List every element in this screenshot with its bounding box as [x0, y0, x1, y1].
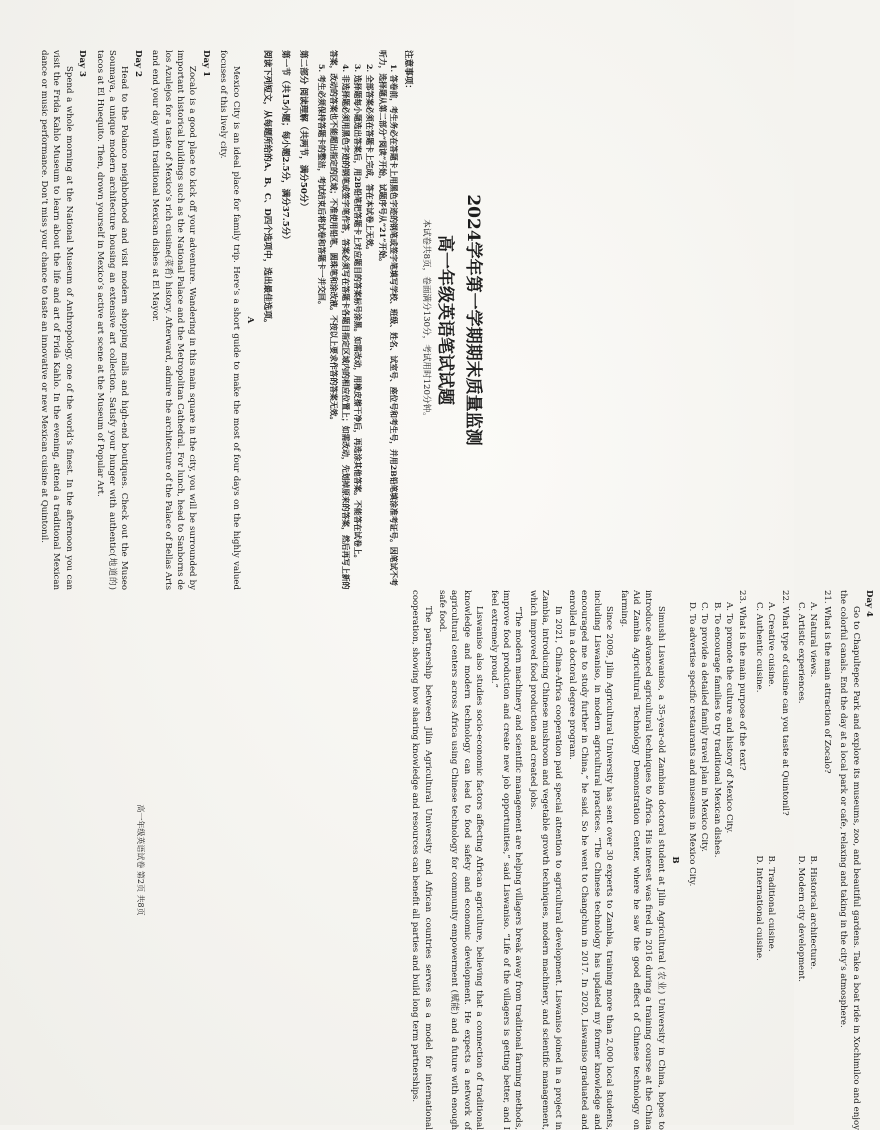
day-paragraph: Head to the Polanco neighborhood and visit modern shopping malls and high-end boutiques. Check out the Museo Soumaya, a unique modern architecture housing an extensive art collection. Satisfy your hunger with authentic(地道的) tacos at El Huequito. Then, drown yourself in Mexico’s active art scene at the Museum of Popular Art. [94, 50, 130, 590]
notice-heading: 注意事项： [402, 50, 413, 93]
question-options [685, 602, 735, 1130]
exam-info-line: 本试卷共8页，卷面满分130分，考试用时120分钟。 [421, 219, 431, 421]
passage-paragraph: “The modern machinery and scientific management are helping villagers break away from traditional farming methods, improve food production and create new job opportunities,” said Liswaniso. “Life of the villagers is getting better, and I feel extremely proud.” [488, 590, 524, 1130]
option: B. Traditional cuisine. [766, 855, 777, 952]
day-label: Day 2 [132, 50, 143, 77]
option: A. Natural views. [808, 602, 819, 678]
passage-paragraph: Liswaniso also studies socio-economic factors affecting African agriculture, believing that a connection of traditional knowledge and modern technology can lead to food safety and economic development. He expects a network of agricultural centers across Africa using Chinese technology for community empowerment (赋能) and a future with enough safe food. [437, 590, 485, 1130]
day-label: Day 3 [77, 50, 88, 77]
exam-title: 2024学年第一学期期末质量监测 [463, 194, 483, 446]
exam-subject-title: 高一年级英语笔试试题 [435, 235, 455, 405]
notice-item: 1. 答卷前，考生务必在答题卡上用黑色字迹的钢笔或签字笔填写学校、班级、姓名、试室号、座位号和考生号，并用2B铅笔填涂准考证号。因笔试不考听力，选择题从第二部分“阅读”开始，试题序号从“21”开始。 [377, 50, 399, 586]
section-heading: 第一节（共15小题；每小题2.5分，满分37.5分） [279, 50, 290, 244]
day-label: Day 1 [200, 50, 211, 77]
passage-paragraph: The partnership between Jilin Agricultural University and African countries serves as a model for international cooperation, showing how sharing knowledge and resources can benefit all parties and build long term partnerships. [410, 590, 433, 1130]
day-paragraph: Go to Chapultepec Park and explore its museums, zoo, and beautiful gardens. Take a boat ride in Xochimilco and enjoy the colorful canals. End the day at a local park or cafe, relaxing and taking in the city’s atmosphere. [838, 590, 861, 1130]
question-options [752, 602, 777, 1130]
passage-intro: Mexico City is an ideal place for family trip. Here’s a short guide to make the most of four days on the highly valued focuses of this lively city. [218, 50, 241, 590]
notice-item: 5. 考生必须保持答题卡的整洁，考试结束后将试卷和答题卡一并交回。 [316, 64, 326, 309]
option: C. Artistic experiences. [795, 602, 806, 704]
option: B. To encourage families to try traditional Mexican dishes. [711, 602, 722, 858]
question-stem: 23. What is the main purpose of the text? [737, 590, 748, 771]
option: C. Authentic cuisine. [753, 602, 764, 693]
passage-letter: A [245, 316, 256, 324]
notice-item: 3. 选择题每小题选出答案后，用2B铅笔把答题卡上对应题目的答案标号涂黑。如需改动，用橡皮擦干净后，再选涂其他答案。不能答在试卷上。 [352, 64, 362, 563]
option: D. To advertise specific restaurants and museums in Mexico City. [686, 602, 697, 887]
section-instruction: 阅读下列短文，从每题所给的A、B、C、D四个选项中，选出最佳选项。 [261, 50, 272, 328]
notice-item: 4. 非选择题必须用黑色字迹的钢笔或签字笔作答，答案必须写在答题卡各题目指定区域内的相应位置上；如需改动，先划掉原来的答案，然后再写上新的答案，改动的答案也不能超出指定的区域；不准使用铅笔、圆珠笔和涂改液。不按以上要求作答的答案无效。 [329, 50, 350, 590]
passage-paragraph: Simushi Liswaniso, a 35-year-old Zambian doctoral student at Jilin Agricultural (农业) University in China, hopes to introduce advanced agricultural techniques to Africa. His interest was fired in 2016 during a training course at the China Aid Zambia Agricultural Technology Demonstration Center, where he saw the good effect of Chinese technology on farming. [618, 590, 666, 1130]
exam-page-2 [130, 590, 880, 1130]
part-heading: 第二部分 阅读理解（共两节，满分50分） [298, 50, 309, 212]
passage-paragraph: In 2021, China-Africa cooperation paid special attention to agricultural development. Liswaniso joined in a project in Zambia, introducing Chinese mushroom and vegetable growth techniques, modern machinery, and scientific management, which improved food production and created jobs. [527, 590, 563, 1130]
day-paragraph: Spend a whole morning at the National Museum of Anthropology, one of the world’s finest. In the afternoon you can visit the Frida Kahlo Museum to learn about the life and art of Frida Kahlo. In the evening, attend a traditional Mexican dance or music performance. Don’t miss your chance to taste an innovative or new Mexican cuisine at Quintonil. [39, 50, 74, 590]
question-stem: 22. What type of cuisine can you taste at Quintonil? [779, 590, 790, 816]
notice-item: 2. 全部答案必须在答题卡上完成，答在本试卷上无效。 [365, 64, 375, 255]
page-footer: 高一年级英语试卷 第2页 共8页 [136, 804, 146, 916]
option: A. To promote the culture and history of Mexico City. [723, 602, 734, 834]
passage-paragraph: Since 2009, Jilin Agricultural University has sent over 30 experts to Zambia, training more than 2,000 local students, including Liswaniso, in modern agricultural practices. “The Chinese technology has updated my former knowledge and encouraged me to study further in China,” he said. So he went to Changchun in 2017. In 2020, Liswaniso graduated and enrolled in a doctoral degree program. [567, 590, 615, 1130]
day-label: Day 4 [864, 590, 874, 617]
exam-page-1 [0, 50, 490, 590]
option: B. Historical architecture. [808, 855, 819, 970]
option: D. Modern city development. [795, 855, 806, 982]
day-paragraph: Zocalo is a good place to kick off your adventure. Wandering in this main square in the city, you will be surrounded by important historical buildings such as the National Palace and the Metropolitan Cathedral. For lunch, head to Sanborns de los Azulejos for a taste of Mexico’s rich cuisine(菜肴) history. Afterward, admire the architecture of the Palace of Bellas Arts and end your day with traditional Mexican dishes at El Mayor. [150, 50, 198, 590]
option: A. Creative cuisine. [766, 602, 777, 688]
question-options [795, 602, 820, 1130]
option: D. International cuisine. [753, 855, 764, 961]
question-stem: 21. What is the main attraction of Zocalo? [821, 590, 832, 774]
passage-letter: B [670, 856, 681, 864]
option: C. To provide a detailed family travel plan in Mexico City. [699, 602, 710, 852]
